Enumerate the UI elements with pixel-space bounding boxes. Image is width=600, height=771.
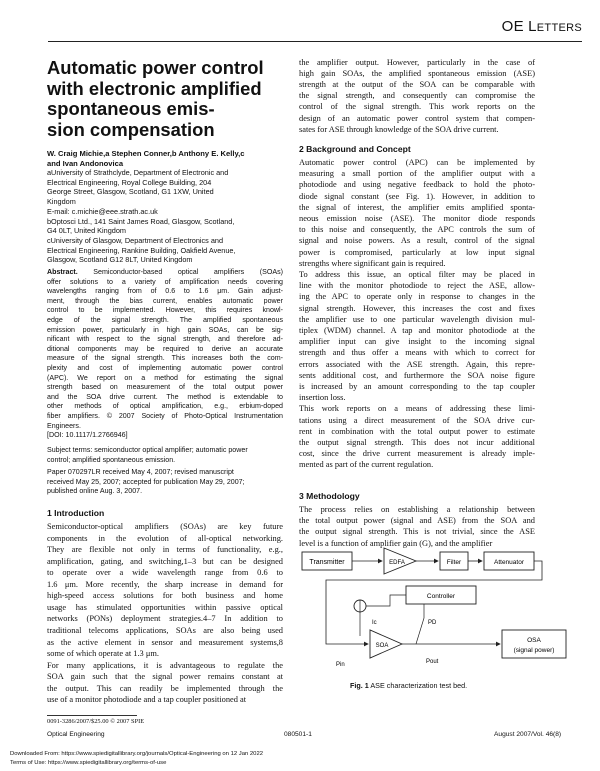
abstract-line: plexity and cost of implementing automatic power control — [47, 364, 283, 372]
header-rule — [48, 41, 582, 42]
background-line: line with the monitor photodiode to reject the ASE, allow- — [299, 281, 535, 291]
background-line: This work reports on a means of addressing these limi- — [299, 404, 535, 414]
figure-1-diagram — [298, 542, 582, 670]
subject-terms-line: Subject terms: semiconductor optical amplifier; automatic power — [47, 446, 248, 454]
intro-continued-line: sates for ASE through knowledge of the SOA drive current. — [299, 124, 499, 134]
soa-label: SOA — [375, 643, 389, 649]
background-line: errors associated with the ASE strength. Again, this repre- — [299, 359, 535, 369]
title-line: Automatic power control — [47, 57, 264, 78]
background-line: strength and thus offer a means with which to correct for — [299, 348, 535, 358]
email[interactable]: E-mail: c.michie@eee.strath.ac.uk — [47, 206, 158, 216]
pout-label: Pout — [426, 659, 439, 665]
background-line: diode signal constant (see Fig. 1). However, in addition to — [299, 191, 535, 201]
methodology-line: the output signal strength. This is not trivial, since the ASE — [299, 527, 535, 537]
affiliation-line: bOptosci Ltd., 141 Saint James Road, Glasgow, Scotland, — [47, 216, 235, 226]
background-line: ing the APC to operate only in response to changes in the — [299, 292, 535, 302]
history-line: received May 25, 2007; accepted for publication May 29, 2007; — [47, 477, 245, 486]
background-line: rent in combination with the total output power to estimate — [299, 426, 535, 436]
introduction-line: amplification, gating, and switching,1–3 but can be designed — [47, 556, 283, 566]
background-line: tiplex (WDM) channel. A tap and monitor photodiode at the — [299, 326, 535, 335]
affiliation-line: G4 0LT, United Kingdom — [47, 226, 126, 236]
background-line: the output signal strength. This does not incur additional — [299, 438, 535, 447]
abstract-line: (APC). We report on a method for estimating the signal — [47, 373, 283, 382]
affiliation-line: Electrical Engineering, Royal College Building, 204 — [47, 177, 212, 187]
osa-label: OSA — [527, 637, 541, 644]
background-line: amplifier input can give insight to the incoming signal — [299, 337, 535, 347]
background-line: measuring a small portion of the amplifier output with a — [299, 169, 535, 179]
figure-caption — [350, 681, 467, 690]
introduction-line: 1.6 μm. More recently, the sharp increase in demand for — [47, 579, 283, 589]
abstract-line: measure of the signal strength. This increases both the com- — [47, 354, 283, 363]
figure-number: Fig. 1 — [350, 681, 369, 690]
background-line: the amplifier use to one particular wavelength division mul- — [299, 314, 535, 324]
background-line: insertion loss. — [299, 393, 346, 403]
abstract-line: and the SOA drive current. The method is extendable to — [47, 392, 283, 401]
abstract-line: offer solutions to a variety of amplification needs covering — [47, 277, 283, 286]
introduction-line: components in the evolution of all-optical networking. — [47, 533, 283, 543]
introduction-line: as the active element in sensor and measurement systems,8 — [47, 637, 283, 647]
abstract-label: Abstract. — [47, 268, 78, 276]
introduction-line: Semiconductor-optical amplifiers (SOAs) are key future — [47, 522, 283, 531]
abstract-line: wavelengths ranging from of 0.6 to 1.6 μm. Gain adjust- — [47, 287, 283, 296]
abstract-line: edge of the signal strength. The amplified spontaneous — [47, 316, 283, 324]
methodology-line: level is a function of amplifier gain (G), and the amplifier — [299, 538, 493, 548]
abstract-line: Abstract. Semiconductor-based optical amplifiers (SOAs) — [47, 268, 283, 276]
introduction-line: some of which operate at 1.3 μm. — [47, 649, 159, 659]
journal-section-label — [502, 18, 582, 35]
filter-label: Filter — [446, 559, 462, 566]
terms-of-use-link[interactable]: Terms of Use: https://www.spiedigitallibrary.org/terms-of-use — [10, 760, 167, 766]
osa-sublabel: (signal power) — [513, 647, 555, 654]
background-line: the signal of interest, the amplifier emits amplified sponta- — [299, 202, 535, 212]
introduction-line: use of a monitor photodiode and a tap coupler positioned at — [47, 695, 247, 705]
background-line: signal and noise powers. As a result, control of the signal — [299, 236, 535, 246]
affiliation-line: cUniversity of Glasgow, Department of Electronics and — [47, 235, 224, 245]
figure-caption-text: ASE characterization test bed. — [370, 681, 468, 690]
introduction-line: the output. This can readily be implemented through the — [47, 683, 283, 693]
intro-continued-line: high gain SOAs, the amplified spontaneous emission (ASE) — [299, 69, 535, 79]
controller-link — [366, 595, 406, 606]
introduction-line: For many applications, it is advantageous to regulate the — [47, 660, 283, 670]
affiliation-line: George Street, Glasgow, Scotland, G1 1XW, United — [47, 187, 214, 197]
author-line: and Ivan Andonovica — [47, 158, 124, 168]
article-title — [47, 58, 287, 140]
section-prefix: OE — [501, 18, 524, 35]
abstract-line: ment, through the bias current, enables automatic power — [47, 296, 283, 305]
abstract-line: ditional components may be required to derive an accurate — [47, 344, 283, 353]
abstract-line: control to be implemented. However, this requires knowl- — [47, 306, 283, 315]
abstract-line: nificant with respect to the signal strength, and therefore ad- — [47, 335, 283, 344]
footer-journal: Optical Engineering — [47, 731, 105, 738]
fiber-path — [326, 561, 542, 644]
tap-coupler — [416, 618, 424, 644]
abstract-line: other methods of optical amplification, e.g., erbium-doped — [47, 402, 283, 411]
section-heading-background: 2 Background and Concept — [299, 144, 411, 154]
background-line: Automatic power control (APC) can be implemented by — [299, 158, 535, 167]
affiliation-line: aUniversity of Strathclyde, Department of Electronic and — [47, 168, 229, 177]
introduction-line: to operate over a wide wavelength range from 0.6 to — [47, 568, 283, 578]
footnote-rule — [47, 715, 137, 716]
background-line: strengths where significant gain is required. — [299, 258, 446, 268]
background-line: signal strength. However, this increases the cost and fixes — [299, 303, 535, 313]
background-line: tations using a direct measurement of the SOA drive cur- — [299, 415, 535, 425]
edfa-label: EDFA — [389, 560, 405, 566]
background-line: sents additional cost, and furthermore the SOA noise figure — [299, 370, 535, 380]
author-line: W. Craig Michie,a Stephen Conner,b Anthony E. Kelly,c — [47, 149, 245, 158]
introduction-line: SOA gain such that the signal power remains constant at — [47, 672, 283, 682]
introduction-line: They are flexible not only in terms of functionality, e.g., — [47, 545, 283, 555]
introduction-line: usage has stimulated opportunities within passive optical — [47, 602, 283, 612]
background-line: to this noise and consequently, the APC controls the sum of — [299, 225, 535, 235]
background-line: neous emission noise (ASE). The monitor diode responds — [299, 214, 535, 223]
intro-continued-line: the signal strength, and consequently can compromise the — [299, 91, 535, 101]
history-line: published online Aug. 3, 2007. — [47, 487, 143, 496]
background-line: is increased by an amount corresponding to the tap coupler — [299, 382, 535, 391]
background-line: photodiode and using negative feedback to hold the photo- — [299, 180, 535, 190]
intro-continued-line: design of an automatic power control system that compen- — [299, 113, 535, 123]
attenuator-label: Attenuator — [494, 559, 524, 566]
intro-continued-line: the amplifier output. However, particularly in the case of — [299, 58, 535, 67]
background-line: power is compromised, particularly at low input signal — [299, 247, 535, 257]
title-line: sion compensation — [47, 118, 215, 140]
footer-article-number: 080501-1 — [284, 731, 312, 738]
title-line: with electronic amplified — [47, 77, 262, 99]
section-heading-introduction: 1 Introduction — [47, 508, 105, 518]
affiliation-line: Electrical Engineering, Rankine Building, Oakfield Avenue, — [47, 245, 236, 255]
background-line: To address this issue, an optical filter may be placed in — [299, 270, 535, 279]
subject-terms-line: control; amplified spontaneous emission. — [47, 455, 176, 464]
introduction-line: high-speed access solutions for both business and home — [47, 591, 283, 601]
methodology-line: the total output power (signal and ASE) from the SOA and — [299, 516, 535, 526]
introduction-line: networks (PONs) deployment strategies.4–7 In addition to — [47, 614, 283, 624]
background-line: cost, since the drive current measurement is already imple- — [299, 449, 535, 459]
affiliation-line: Glasgow, Scotland G12 8LT, United Kingdom — [47, 255, 193, 265]
download-notice[interactable]: Downloaded From: https://www.spiedigitallibrary.org/journals/Optical-Engineering on 12 Jan 2022 — [10, 751, 263, 757]
pin-label: Pin — [336, 662, 345, 668]
intro-continued-line: control of the signal strength. This work reports on the — [299, 102, 535, 112]
introduction-line: traditional telecoms applications, SOAs are also being used — [47, 625, 283, 635]
ic-label: Ic — [372, 620, 377, 626]
copyright-note: 0091-3286/2007/$25.00 © 2007 SPIE — [47, 718, 145, 725]
pd-label: PD — [428, 620, 437, 626]
background-line: mented as part of the current regulation. — [299, 460, 434, 470]
footer-issue: August 2007/Vol. 46(8) — [494, 731, 562, 738]
methodology-line: The process relies on establishing a relationship between — [299, 505, 535, 514]
section-name: Letters — [528, 18, 582, 35]
abstract-line: Engineers. — [47, 421, 81, 430]
controller-label: Controller — [426, 593, 456, 600]
title-line: spontaneous emis- — [47, 98, 215, 119]
abstract-line: [DOI: 10.1117/1.2766946] — [47, 431, 128, 440]
section-heading-methodology: 3 Methodology — [299, 491, 360, 501]
abstract-line: strength based on measurement of the total output power — [47, 383, 283, 392]
abstract-line: emission power, particularly in high gain SOAs, can be sig- — [47, 325, 283, 334]
abstract-line: fiber amplifiers. © 2007 Society of Photo-Optical Instrumentation — [47, 412, 283, 420]
history-line: Paper 070297LR received May 4, 2007; revised manuscript — [47, 468, 234, 476]
affiliation-line: Kingdom — [47, 197, 76, 207]
transmitter-label: Transmitter — [309, 559, 345, 566]
intro-continued-line: strength at the output of the SOA can be comparable with — [299, 80, 535, 90]
